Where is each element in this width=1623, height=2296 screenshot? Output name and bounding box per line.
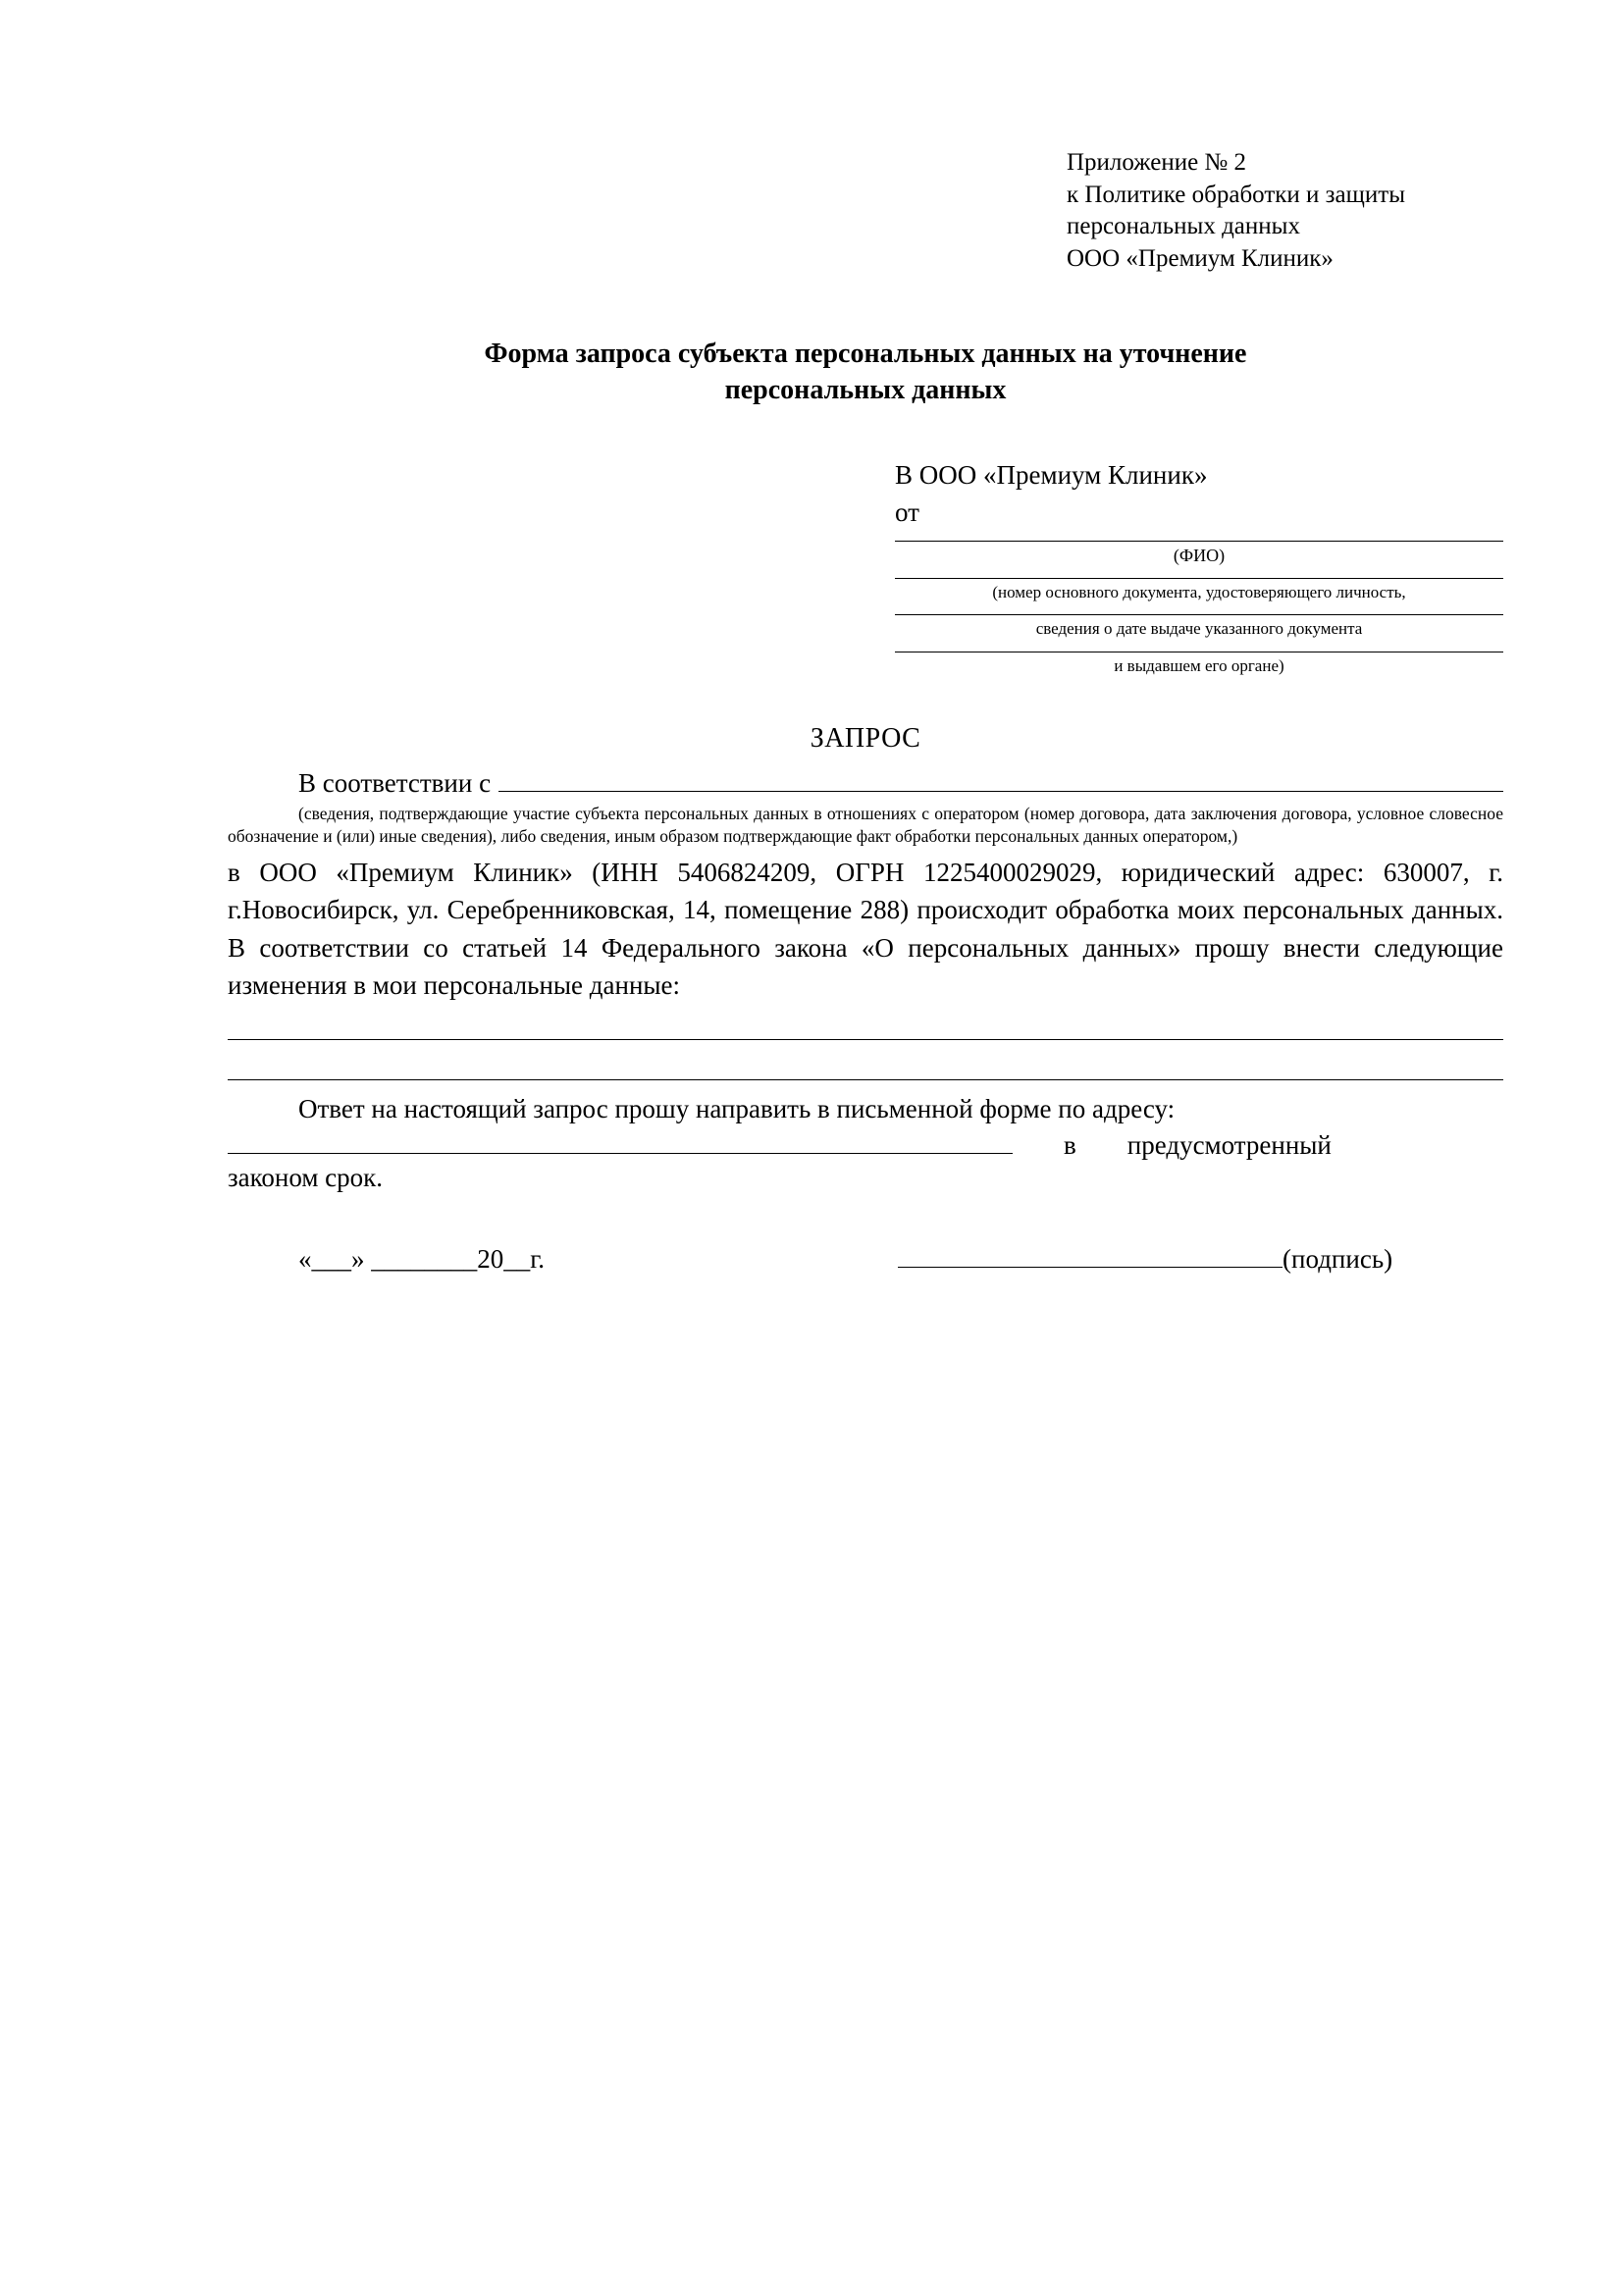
answer-address-row: [228, 1130, 1503, 1161]
changes-input-line-1[interactable]: [228, 1039, 1503, 1040]
appendix-line-3: персональных данных: [1067, 213, 1300, 239]
fio-caption: (ФИО): [1173, 545, 1226, 565]
doc-number-input-line[interactable]: [895, 578, 1503, 579]
answer-sentence: [228, 1090, 1503, 1127]
doc-date-caption: сведения о дате выдаче указанного документа: [1035, 619, 1363, 639]
signature-label: (подпись): [1283, 1243, 1393, 1274]
addressee-block: [895, 459, 1503, 675]
page-title: [228, 336, 1503, 408]
page-title-line-1: Форма запроса субъекта персональных данных на уточнение: [484, 339, 1247, 369]
appendix-block: [1067, 147, 1503, 275]
request-heading: ЗАПРОС: [810, 722, 921, 754]
date-field[interactable]: «___» ________20__г.: [298, 1243, 546, 1274]
answer-rest-word: предусмотренный: [1126, 1129, 1332, 1160]
in-accordance-note-text: (сведения, подтверждающие участие субъекта персональных данных в отношениях с оператором (номер договора, дата заключения договора, условное словесное обозначение и (или) иные сведения), либо сведения, иным образом подтверждающие факт обработки персональных данных оператором,): [228, 803, 1503, 846]
addressee-organization: В ООО «Премиум Клиник»: [895, 460, 1208, 491]
in-accordance-note: [228, 803, 1503, 848]
in-accordance-label: В соответствии с: [298, 767, 492, 798]
doc-issuer-caption: и выдавшем его органе): [1114, 655, 1284, 675]
signature-row: [228, 1244, 1503, 1275]
document-content: [228, 147, 1503, 1275]
answer-address-input-line[interactable]: [228, 1131, 1013, 1154]
appendix-line-2: к Политике обработки и защиты: [1067, 181, 1406, 208]
doc-issuer-field-group: [895, 652, 1503, 676]
answer-middle-word: в: [1064, 1129, 1076, 1160]
doc-date-input-line[interactable]: [895, 614, 1503, 615]
answer-sentence-text: Ответ на настоящий запрос прошу направить в письменной форме по адресу:: [298, 1094, 1176, 1124]
in-accordance-row: [228, 768, 1503, 799]
fio-field-group: [895, 541, 1503, 567]
signature-input-line[interactable]: [898, 1245, 1283, 1268]
doc-number-caption: (номер основного документа, удостоверяющего личность,: [992, 583, 1406, 602]
doc-date-field-group: [895, 614, 1503, 639]
addressee-from-label: от: [895, 497, 919, 528]
page-title-line-2: персональных данных: [724, 375, 1007, 406]
in-accordance-input-line[interactable]: [498, 769, 1503, 792]
body-paragraph: в ООО «Премиум Клиник» (ИНН 5406824209, ОГРН 1225400029029, юридический адрес: 630007, г. г.Новосибирск, ул. Серебренниковская, 14, помещение 288) происходит обработка моих персональных данных. В соответствии со статьей 14 Федерального закона «О персональных данных» прошу внести следующие изменения в мои персональные данные:: [228, 858, 1503, 1001]
appendix-line-4: ООО «Премиум Клиник»: [1067, 244, 1334, 272]
doc-number-field-group: [895, 578, 1503, 602]
changes-input-line-2[interactable]: [228, 1079, 1503, 1080]
appendix-line-1: Приложение № 2: [1067, 149, 1247, 176]
answer-tail: законом срок.: [228, 1162, 384, 1192]
fio-input-line[interactable]: [895, 541, 1503, 542]
